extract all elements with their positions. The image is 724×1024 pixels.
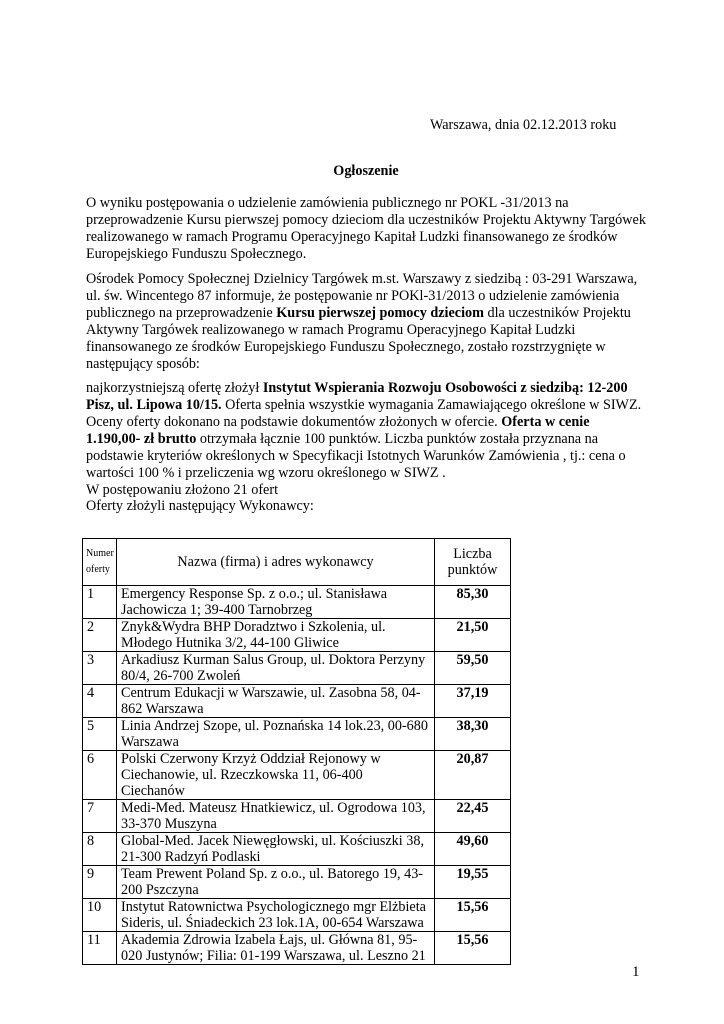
- offer-number-cell: 8: [83, 833, 117, 866]
- winner-text-1: najkorzystniejszą ofertę złożył: [86, 380, 263, 396]
- points-cell: 37,19: [435, 685, 511, 718]
- offer-number-cell: 7: [83, 800, 117, 833]
- table-row: [83, 833, 511, 866]
- points-cell: 49,60: [435, 833, 511, 866]
- winner-price: Oferta w cenie 1.190,00- zł brutto: [86, 414, 590, 447]
- announcement-text-2: dla uczestników Projektu Aktywny Targówek realizowanego w ramach Programu Operacyjnego Kapitał Ludzki finansowanego ze środków Europejskiego Funduszu Społecznego, zostało rozstrzygnięte w następujący sposób:: [86, 305, 631, 372]
- offers-table: [82, 538, 511, 965]
- contractor-cell: Instytut Ratownictwa Psychologicznego mgr Elżbieta Sideris, ul. Śniadeckich 23 lok.1A, 00-654 Warszawa: [117, 899, 435, 932]
- points-cell: 85,30: [435, 586, 511, 619]
- winner-text-3: otrzymała łącznie 100 punktów. Liczba punktów została przyznana na podstawie kryteriów określonych w Specyfikacji Istotnych Warunków Zamówienia , tj.: cena o wartości 100 % i przeliczenia wg wzoru określonego w SIWZ .: [86, 431, 626, 481]
- contractor-cell: Polski Czerwony Krzyż Oddział Rejonowy w Ciechanowie, ul. Rzeczkowska 11, 06-400 Ciechanów: [117, 751, 435, 800]
- contractor-cell: Linia Andrzej Szope, ul. Poznańska 14 lok.23, 00-680 Warszawa: [117, 718, 435, 751]
- contractor-cell: Medi-Med. Mateusz Hnatkiewicz, ul. Ogrodowa 103, 33-370 Muszyna: [117, 800, 435, 833]
- points-cell: 21,50: [435, 619, 511, 652]
- contractor-cell: Akademia Zdrowia Izabela Łajs, ul. Główna 81, 95-020 Justynów; Filia: 01-199 Warszawa, ul. Leszno 21: [117, 932, 435, 965]
- offer-number-cell: 1: [83, 586, 117, 619]
- contractor-cell: Arkadiusz Kurman Salus Group, ul. Doktora Perzyny 80/4, 26-700 Zwoleń: [117, 652, 435, 685]
- table-row: [83, 751, 511, 800]
- winner-name: Instytut Wspierania Rozwoju Osobowości z siedzibą: 12-200 Pisz, ul. Lipowa 10/15.: [86, 380, 628, 413]
- offer-number-cell: 5: [83, 718, 117, 751]
- points-cell: 38,30: [435, 718, 511, 751]
- document-date: Warszawa, dnia 02.12.2013 roku: [430, 117, 617, 133]
- offers-table-body: [83, 586, 511, 965]
- offers-count-line: W postępowaniu złożono 21 ofert: [86, 482, 279, 498]
- points-cell: 19,55: [435, 866, 511, 899]
- table-row: [83, 866, 511, 899]
- course-name: Kursu pierwszej pomocy dzieciom: [276, 305, 484, 321]
- offer-number-cell: 9: [83, 866, 117, 899]
- page-number: 1: [632, 964, 640, 980]
- header-contractor-name: Nazwa (firma) i adres wykonawcy: [117, 539, 435, 586]
- table-row: [83, 685, 511, 718]
- offer-number-cell: 3: [83, 652, 117, 685]
- table-row: [83, 586, 511, 619]
- table-header-row: [83, 539, 511, 586]
- contractor-cell: Znyk&Wydra BHP Doradztwo i Szkolenia, ul. Młodego Hutnika 3/2, 44-100 Gliwice: [117, 619, 435, 652]
- winner-text-2: Oferta spełnia wszystkie wymagania Zamawiającego określone w SIWZ. Oceny oferty dokonano na podstawie dokumentów złożonych w ofercie.: [86, 397, 642, 430]
- points-cell: 22,45: [435, 800, 511, 833]
- points-cell: 15,56: [435, 932, 511, 965]
- offer-number-cell: 10: [83, 899, 117, 932]
- header-points: Liczba punktów: [435, 539, 511, 586]
- offer-number-cell: 11: [83, 932, 117, 965]
- offer-number-cell: 4: [83, 685, 117, 718]
- table-row: [83, 718, 511, 751]
- bidders-intro: Oferty złożyli następujący Wykonawcy:: [86, 498, 314, 514]
- contractor-cell: Team Prewent Poland Sp. z o.o., ul. Batorego 19, 43-200 Pszczyna: [117, 866, 435, 899]
- contractor-cell: Global-Med. Jacek Niewęgłowski, ul. Kościuszki 38, 21-300 Radzyń Podlaski: [117, 833, 435, 866]
- table-row: [83, 652, 511, 685]
- announcement-paragraph: [86, 271, 646, 373]
- table-row: [83, 619, 511, 652]
- intro-paragraph: O wyniku postępowania o udzielenie zamówienia publicznego nr POKL -31/2013 na przeprowadzenie Kursu pierwszej pomocy dzieciom dla uczestników Projektu Aktywny Targówek realizowanego w ramach Programu Operacyjnego Kapitał Ludzki finansowanego ze środków Europejskiego Funduszu Społecznego.: [86, 195, 646, 262]
- contractor-cell: Centrum Edukacji w Warszawie, ul. Zasobna 58, 04-862 Warszawa: [117, 685, 435, 718]
- header-offer-number: Numer oferty: [83, 539, 117, 586]
- offer-number-cell: 2: [83, 619, 117, 652]
- table-row: [83, 899, 511, 932]
- points-cell: 15,56: [435, 899, 511, 932]
- announcement-text-1: Ośrodek Pomocy Społecznej Dzielnicy Targówek m.st. Warszawy z siedzibą : 03-291 Warszawa, ul. św. Wincentego 87 informuje, że postępowanie nr POKl-31/2013 o udzielenie zamówienia publicznego na przeprowadzenie: [86, 271, 638, 321]
- points-cell: 20,87: [435, 751, 511, 800]
- contractor-cell: Emergency Response Sp. z o.o.; ul. Stanisława Jachowicza 1; 39-400 Tarnobrzeg: [117, 586, 435, 619]
- offer-number-cell: 6: [83, 751, 117, 800]
- table-row: [83, 800, 511, 833]
- winner-paragraph: [86, 380, 646, 499]
- points-cell: 59,50: [435, 652, 511, 685]
- document-title: Ogłoszenie: [333, 163, 399, 179]
- table-row: [83, 932, 511, 965]
